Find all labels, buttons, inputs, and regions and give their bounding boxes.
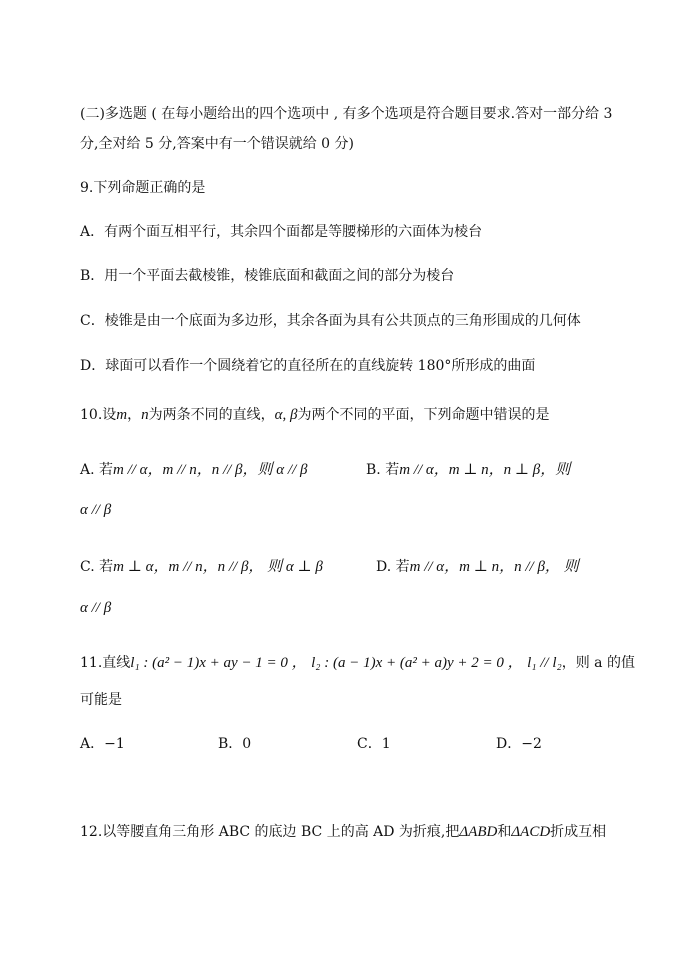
- q12-mid: 和: [497, 824, 512, 840]
- q10-option-d-cont: α // β: [80, 600, 112, 616]
- q11-l1-equation: l₁ : (a² − 1)x + ay − 1 = 0 ，: [130, 655, 307, 671]
- q10-option-c: [80, 557, 323, 577]
- q10-b-label: B. 若: [366, 462, 400, 478]
- q10-d-math: m // α，m ⊥ n，n // β， 则: [409, 559, 579, 575]
- q12-stem: [80, 822, 606, 842]
- q10-alpha-beta: α, β: [274, 407, 298, 423]
- q9-stem: 9.下列命题正确的是: [80, 180, 206, 196]
- q10-option-b: [366, 460, 570, 480]
- q12-suffix: 折成互相: [550, 824, 607, 840]
- q10-c-math: m ⊥ α，m // n，n // β， 则 α ⊥ β: [113, 559, 323, 575]
- q9-option-d: D．球面可以看作一个圆绕着它的直径所在的直线旋转 180°所形成的曲面: [80, 358, 536, 374]
- q12-triangle-abd: ΔABD: [459, 824, 498, 840]
- q10-var-n: n: [141, 407, 149, 423]
- q10-stem-mid: 为两条不同的直线，: [148, 407, 275, 423]
- q10-stem-end: 为两个不同的平面，下列命题中错误的是: [297, 407, 550, 423]
- q12-triangle-acd: ΔACD: [511, 824, 551, 840]
- q10-stem: [80, 405, 549, 425]
- q11-option-a: A．−1: [80, 736, 125, 752]
- q9-option-a: A．有两个面互相平行，其余四个面都是等腰梯形的六面体为棱台: [80, 224, 483, 240]
- q10-d-label: D. 若: [376, 559, 410, 575]
- q11-option-d: D．−2: [496, 736, 542, 752]
- q11-parallel: l₁ // l₂: [527, 655, 562, 671]
- q9-option-b: B．用一个平面去截棱锥，棱锥底面和截面之间的部分为棱台: [80, 268, 455, 284]
- q11-suffix: ，则 a 的值: [561, 655, 635, 671]
- q10-a-math: m // α，m // n，n // β，则 α // β: [113, 462, 308, 478]
- q10-sep: ，: [127, 407, 142, 423]
- q11-option-c: C．1: [357, 736, 391, 752]
- q10-stem-prefix: 10.设: [80, 407, 117, 423]
- q10-option-a: [80, 460, 307, 480]
- q10-c-label: C. 若: [80, 559, 114, 575]
- q11-l2-equation: l₂ : (a − 1)x + (a² + a)y + 2 = 0 ，: [311, 655, 523, 671]
- section-header-line2: 分,全对给 5 分,答案中有一个错误就给 0 分): [80, 136, 354, 152]
- q10-var-m: m: [116, 407, 128, 423]
- q10-a-label: A. 若: [80, 462, 114, 478]
- section-header-line1: (二)多选题 ( 在每小题给出的四个选项中 , 有多个选项是符合题目要求.答对一部分给 3: [80, 106, 613, 122]
- q11-stem: [80, 653, 635, 673]
- q11-stem-line2: 可能是: [80, 692, 122, 708]
- q9-option-c: C．棱锥是由一个底面为多边形，其余各面为具有公共顶点的三角形围成的几何体: [80, 313, 581, 329]
- q12-prefix: 12.以等腰直角三角形 ABC 的底边 BC 上的高 AD 为折痕,把: [80, 824, 460, 840]
- q11-option-b: B．0: [218, 736, 252, 752]
- q10-b-math: m // α，m ⊥ n，n ⊥ β，则: [399, 462, 571, 478]
- q10-option-d: [376, 557, 579, 577]
- q11-prefix: 11.直线: [80, 655, 131, 671]
- q10-option-b-cont: α // β: [80, 502, 112, 518]
